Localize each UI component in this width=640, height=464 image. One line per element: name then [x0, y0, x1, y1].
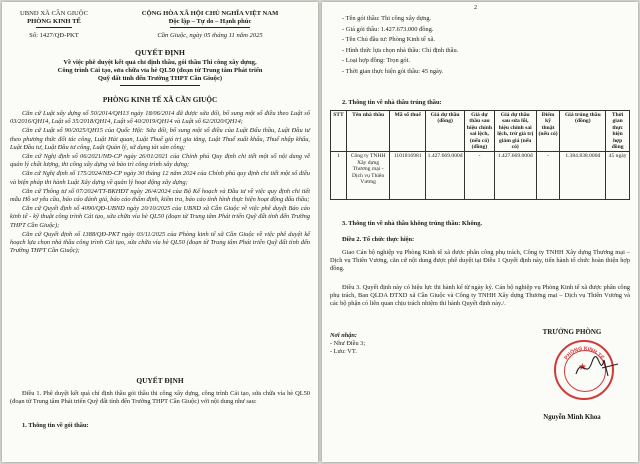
- table-cell: 1.427.669.000đ: [426, 152, 465, 200]
- article-2-text: Giao Cán bộ nghiệp vụ Phòng Kinh tế xã được phân công phụ trách, Công ty TNHH Xây dựng Thương mại – Dịch vụ Thiên Vương, căn cứ nội dung được phê duyệt tại Điều 1 Quyết định này, tiến hành tổ chức hoàn thiện hợp đồng.: [330, 249, 630, 273]
- winning-bidder-table: [330, 110, 630, 200]
- header-rule: [36, 27, 72, 28]
- column-header: Điểm kỹ thuật (nếu có): [536, 111, 560, 152]
- column-header: Mã số thuế: [390, 111, 426, 152]
- legal-basis-paragraph: Căn cứ Nghị định số 06/2021/NĐ-CP ngày 26/01/2021 của Chính phủ Quy định chi tiết một số nội dung về quản lý chất lượng, thi công xây dựng và bảo trì công trình xây dựng;: [10, 153, 310, 169]
- table-cell: 1.384.838.000đ: [560, 152, 606, 200]
- table-header-row: [331, 111, 630, 152]
- table-cell: -: [465, 152, 495, 200]
- page-number: 2: [474, 5, 477, 11]
- signer-name: Nguyễn Minh Khoa: [543, 414, 601, 421]
- issuer-heading: PHÒNG KINH TẾ XÃ CẦN GIUỘC: [102, 96, 218, 104]
- column-header: Tên nhà thầu: [346, 111, 389, 152]
- decision-title: QUYẾT ĐỊNH: [135, 48, 185, 57]
- package-info-item: - Tên gói thầu: Thi công xây dựng.: [342, 15, 432, 22]
- recipient-item: - Lưu: VT.: [330, 347, 357, 355]
- agency-line-2: PHÒNG KINH TẾ: [27, 18, 81, 25]
- column-header: Thời gian thực hiện hợp đồng: [606, 111, 630, 152]
- national-slogan: Độc lập – Tự do – Hạnh phúc: [168, 18, 252, 25]
- column-header: Giá trúng thầu (đồng): [560, 111, 606, 152]
- table-row: [331, 152, 630, 200]
- signer-title: TRƯỞNG PHÒNG: [542, 328, 602, 336]
- table-cell: 45 ngày: [606, 152, 630, 200]
- article-2-heading: Điều 2. Tổ chức thực hiện:: [342, 236, 415, 243]
- column-header: Giá dự thầu sau sửa lỗi, hiệu chỉnh sai lệch, trừ giá trị giảm giá (nếu có): [494, 111, 536, 152]
- stamp-text: PHÒNG KINH TẾ: [563, 345, 605, 362]
- decision-subject: [10, 59, 310, 83]
- package-info-item: - Hình thức lựa chọn nhà thầu: Chỉ định thầu.: [342, 46, 459, 54]
- column-header: STT: [331, 111, 347, 152]
- article-1: Điều 1. Phê duyệt kết quả chỉ định thầu gói thầu thi công xây dựng, công trình Cải tạo, sửa chữa vỉa hè QL50 (đoạn từ Trung tâm Phát triển Quỹ đất tỉnh đến Trường THPT Cần Giuộc) với nội dung như sau:: [10, 390, 310, 406]
- subject-line: Công trình Cải tạo, sửa chữa vỉa hè QL50 (đoạn từ Trung tâm Phát triển: [57, 67, 263, 74]
- column-header: Giá dự thầu sau hiệu chỉnh sai lệch, (nếu có) (đồng): [465, 111, 495, 152]
- subject-rule: [120, 85, 200, 86]
- section-1-heading: 1. Thông tin về gói thầu:: [22, 422, 89, 429]
- document-page-1: [2, 2, 318, 462]
- signature-icon: [572, 350, 622, 382]
- table-cell: 1.427.669.000đ: [494, 152, 536, 200]
- legal-basis-paragraph: Căn cứ Nghị định số 175/2024/NĐ-CP ngày 30 tháng 12 năm 2024 của Chính phủ quy định chi tiết một số điều và biện pháp thi hành Luật Xây dựng về quản lý hoạt động xây dựng;: [10, 170, 310, 186]
- package-info-item: - Giá gói thầu: 1.427.673.000 đồng.: [342, 25, 434, 33]
- column-header: Giá dự thầu (đồng): [426, 111, 465, 152]
- recipients-label: Nơi nhận:: [330, 332, 358, 339]
- package-info-item: - Tên Chủ đầu tư: Phòng Kinh tế xã.: [342, 36, 435, 44]
- package-info-item: - Loại hợp đồng: Trọn gói.: [342, 57, 410, 65]
- table-cell: 1: [331, 152, 347, 200]
- table-cell: -: [536, 152, 560, 200]
- subject-line: Về việc phê duyệt kết quả chỉ định thầu, gói thầu Thi công xây dựng,: [63, 59, 257, 66]
- package-info: [342, 14, 632, 78]
- section-2-heading: 2. Thông tin về nhà thầu trúng thầu:: [342, 99, 442, 106]
- agency-line-1: UBND XÃ CẦN GIUỘC: [20, 10, 88, 17]
- national-rule: [170, 27, 250, 28]
- legal-basis-paragraph: Căn cứ Luật số 90/2025/QH15 của Quốc Hội: Sửa đổi, bổ sung một số điều của Luật Đấu thầu, Luật Đầu tư theo phương thức đối tác công, Luật Hải quan, Luật Thuế giá trị gia tăng, Luật Thuế xuất khẩu, Thuế nhập khẩu, Luật Đầu tư, Luật Đầu tư công, Luật Quản lý, sử dụng tài sản công;: [10, 127, 310, 151]
- national-motto: CỘNG HÒA XÃ HỘI CHỦ NGHĨA VIỆT NAM: [141, 10, 279, 17]
- stamp-star-icon: ★: [578, 362, 587, 373]
- table-cell: Công ty TNHH Xây dựng Thương mại - Dịch vụ Thiên Vương: [346, 152, 389, 200]
- legal-basis-paragraph: Căn cứ Luật xây dựng số 50/2014/QH13 ngày 18/06/2014 đã được sửa đổi, bổ sung một số điều theo Luật số 03/2016/QH14, Luật số 35/2018/QH14, Luật số 40/2019/QH14 và Luật số 62/2020/QH14;: [10, 110, 310, 126]
- package-info-item: - Thời gian thực hiện gói thầu: 45 ngày.: [342, 67, 444, 75]
- place-date: Cần Giuộc, ngày 05 tháng 11 năm 2025: [157, 32, 263, 39]
- recipient-item: - Như Điều 3;: [330, 339, 366, 347]
- national-header: [104, 10, 316, 26]
- document-page-2: [322, 2, 638, 462]
- decision-heading: QUYẾT ĐỊNH: [136, 376, 184, 385]
- legal-basis: [10, 110, 310, 256]
- recipients-block: [330, 332, 430, 355]
- table-cell: 1101816981: [390, 152, 426, 200]
- legal-basis-paragraph: Căn cứ Quyết định số 1388/QĐ-PKT ngày 03/11/2025 của Phòng kinh tế xã Cần Giuộc về việc phê duyệt kế hoạch lựa chọn nhà thầu công trình Cải tạo, sửa chữa vỉa hè QL50 (đoạn từ Trung tâm Phát triển Quỹ đất tỉnh đến Trường THPT Cần Giuộc);: [10, 230, 310, 255]
- agency-header: [6, 10, 102, 26]
- subject-line: Quỹ đất tỉnh đến Trường THPT Cần Giuộc): [97, 75, 223, 82]
- section-3-heading: 3. Thông tin về nhà thầu không trúng thầu: Không.: [342, 220, 482, 227]
- article-3-text: Điều 3. Quyết định này có hiệu lực thi hành kể từ ngày ký. Cán bộ nghiệp vụ Phòng Kinh tế xã được phân công phụ trách, Ban QLDA ĐTXD xã Cần Giuộc và Công ty TNHH Xây dựng Thương mại – Dịch vụ Thiên Vương và các bộ phận có liên quan chịu trách nhiệm thi hành Quyết định này./.: [330, 284, 630, 308]
- legal-basis-paragraph: Căn cứ Thông tư số 07/2024/TT-BKHĐT ngày 26/4/2024 của Bộ Kế hoạch và Đầu tư về việc quy định chi tiết mẫu Hồ sơ yêu cầu, báo cáo đánh giá, báo cáo thẩm định, kiểm tra, báo cáo tình hình thực hiện hoạt động đấu thầu;: [10, 187, 310, 204]
- document-number: Số: 1427/QĐ-PKT: [29, 32, 79, 39]
- legal-basis-paragraph: Căn cứ Quyết định số 4090/QĐ-UBND ngày 20/10/2025 của UBND xã Cần Giuộc về việc phê duyệt Báo cáo kinh tế - kỹ thuật công trình Cải tạo, sửa chữa vỉa hè QL50 (đoạn từ Trung tâm Phát triển Quỹ đất tỉnh đến Trường THPT Cần Giuộc);: [10, 205, 310, 229]
